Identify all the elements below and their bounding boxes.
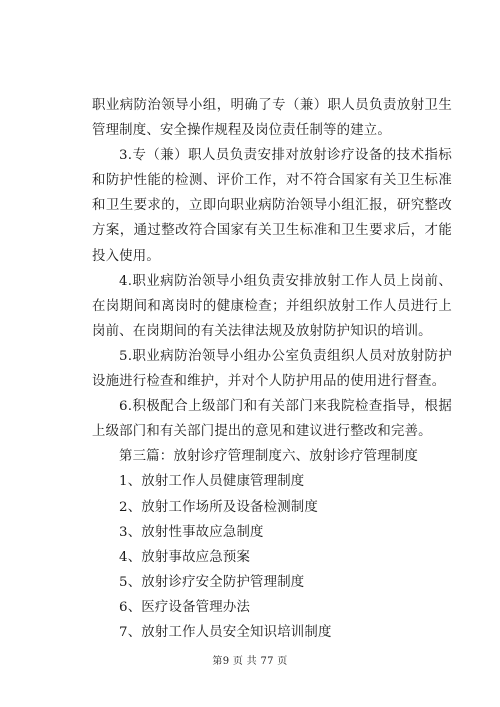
paragraph-2: 3.专（兼）职人员负责安排对放射诊疗设备的技术指标和防护性能的检测、评价工作，对不符合国家有关卫生标准和卫生要求的，立即向职业病防治领导小组汇报，研究整改方案，通过整改符合国家有关卫生标准和卫生要求后，才能投入使用。 (92, 148, 452, 264)
page-footer (0, 652, 500, 667)
regulation-list (92, 469, 452, 645)
page-suffix: 页 (277, 656, 288, 667)
list-item: 5、放射诊疗安全防护管理制度 (119, 574, 305, 590)
paragraph-3: 4.职业病防治领导小组负责安排放射工作人员上岗前、在岗期间和离岗时的健康检查；并组织放射工作人员进行上岗前、在岗期间的有关法律法规及放射防护知识的培训。 (92, 273, 452, 339)
paragraph-4: 5.职业病防治领导小组办公室负责组织人员对放射防护设施进行检查和维护，并对个人防护用品的使用进行督查。 (92, 348, 452, 390)
list-item: 6、医疗设备管理办法 (119, 599, 251, 615)
list-item: 4、放射事故应急预案 (119, 549, 251, 565)
paragraph-1: 职业病防治领导小组，明确了专（兼）职人员负责放射卫生管理制度、安全操作规程及岗位责任制等的建立。 (92, 98, 452, 139)
list-item: 1、放射工作人员健康管理制度 (119, 474, 305, 490)
list-item: 2、放射工作场所及设备检测制度 (119, 499, 318, 515)
section-heading: 第三篇：放射诊疗管理制度六、放射诊疗管理制度 (119, 449, 418, 465)
page-mid: 页 共 (232, 656, 257, 667)
list-item: 3、放射性事故应急制度 (119, 524, 264, 540)
page-current: 9 (222, 656, 230, 667)
page-prefix: 第 (212, 656, 223, 667)
document-body (92, 93, 452, 645)
list-item: 7、放射工作人员安全知识培训制度 (119, 624, 332, 640)
paragraph-5: 6.积极配合上级部门和有关部门来我院检查指导，根据上级部门和有关部门提出的意见和建议进行整改和完善。 (92, 399, 452, 440)
page-total: 77 (260, 656, 274, 667)
